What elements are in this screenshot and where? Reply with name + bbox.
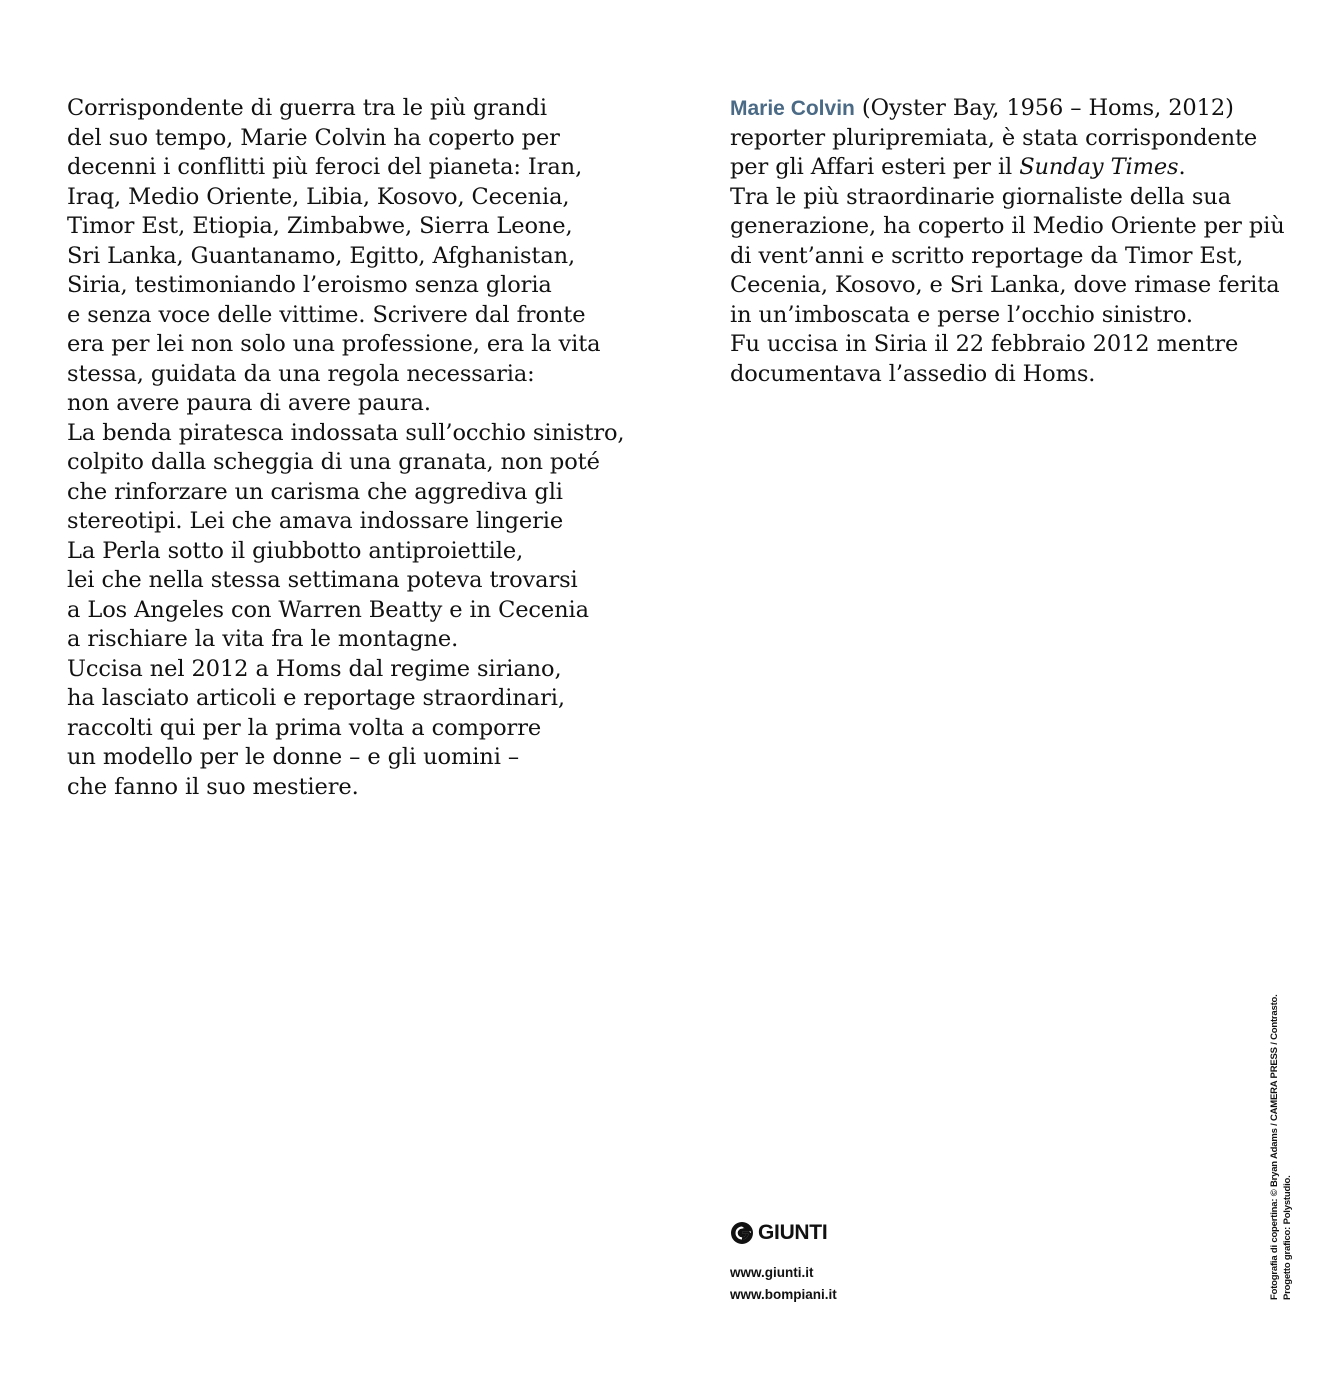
blurb-line: Uccisa nel 2012 a Homs dal regime siriano, [67, 655, 562, 682]
bio-line: Fu uccisa in Siria il 22 febbraio 2012 mentre [730, 331, 1239, 357]
blurb-line: un modello per le donne – e gli uomini – [67, 744, 519, 770]
blurb-line: Iraq, Medio Oriente, Libia, Kosovo, Cecenia, [67, 183, 570, 210]
blurb-line: che rinforzare un carisma che aggrediva gli [67, 478, 563, 505]
blurb-line: a rischiare la vita fra le montagne. [67, 626, 459, 652]
publisher-name: GIUNTI [758, 1221, 828, 1244]
photo-credit: Fotografia di copertina: © Bryan Adams / CAMERA PRESS / Contrasto. [1269, 994, 1280, 1300]
newspaper-title: Sunday Times [1019, 154, 1179, 180]
blurb-line: colpito dalla scheggia di una granata, non poté [67, 449, 600, 475]
author-bio [730, 94, 1290, 389]
publisher-logo [730, 1218, 827, 1248]
blurb-line: ha lasciato articoli e reportage straordinari, [67, 685, 565, 711]
author-name: Marie Colvin [730, 97, 855, 120]
blurb-line: Siria, testimoniando l’eroismo senza gloria [67, 272, 552, 298]
blurb-line: Corrispondente di guerra tra le più grandi [67, 95, 547, 121]
blurb-line: che fanno il suo mestiere. [67, 773, 359, 800]
blurb-line: del suo tempo, Marie Colvin ha coperto per [67, 124, 560, 151]
bompiani-website-link[interactable]: www.bompiani.it [730, 1287, 837, 1302]
publisher-links [730, 1262, 837, 1306]
blurb-line: e senza voce delle vittime. Scrivere dal fronte [67, 301, 586, 328]
giunti-g-logo-icon [730, 1221, 754, 1245]
blurb-line: La benda piratesca indossata sull’occhio sinistro, [67, 419, 625, 446]
bio-line-prefix: per gli Affari esteri per il [730, 154, 1020, 180]
blurb-line: stessa, guidata da una regola necessaria: [67, 360, 535, 387]
bio-line: in un’imboscata e perse l’occhio sinistro. [730, 301, 1193, 328]
cover-credits [1268, 980, 1298, 1300]
blurb-line: Sri Lanka, Guantanamo, Egitto, Afghanistan, [67, 242, 576, 269]
giunti-website-link[interactable]: www.giunti.it [730, 1265, 814, 1280]
blurb-line: Timor Est, Etiopia, Zimbabwe, Sierra Leone, [67, 213, 573, 239]
blurb-line: a Los Angeles con Warren Beatty e in Cecenia [67, 596, 589, 623]
bio-line: reporter pluripremiata, è stata corrispondente [730, 124, 1258, 151]
bio-line [730, 94, 1290, 124]
bio-line: di vent’anni e scritto reportage da Timor Est, [730, 242, 1244, 269]
blurb-line: lei che nella stessa settimana poteva trovarsi [67, 567, 578, 593]
blurb-line: era per lei non solo una professione, era la vita [67, 331, 601, 357]
blurb-line: La Perla sotto il giubbotto antiproiettile, [67, 537, 524, 564]
blurb-line: raccolti qui per la prima volta a comporre [67, 714, 542, 741]
back-cover-blurb [67, 94, 647, 802]
bio-line: Cecenia, Kosovo, e Sri Lanka, dove rimase ferita [730, 272, 1280, 298]
bio-line [730, 153, 1290, 183]
bio-line: Tra le più straordinarie giornaliste della sua [730, 183, 1232, 210]
bio-line-suffix: . [1178, 154, 1186, 180]
bio-line: generazione, ha coperto il Medio Oriente per più [730, 213, 1285, 239]
blurb-line: decenni i conflitti più feroci del pianeta: Iran, [67, 154, 583, 180]
blurb-line: non avere paura di avere paura. [67, 390, 431, 416]
design-credit: Progetto grafico: Polystudio. [1282, 1175, 1293, 1300]
blurb-line: stereotipi. Lei che amava indossare lingerie [67, 508, 564, 534]
bio-line: documentava l’assedio di Homs. [730, 360, 1096, 387]
author-dates: (Oyster Bay, 1956 – Homs, 2012) [854, 95, 1234, 121]
